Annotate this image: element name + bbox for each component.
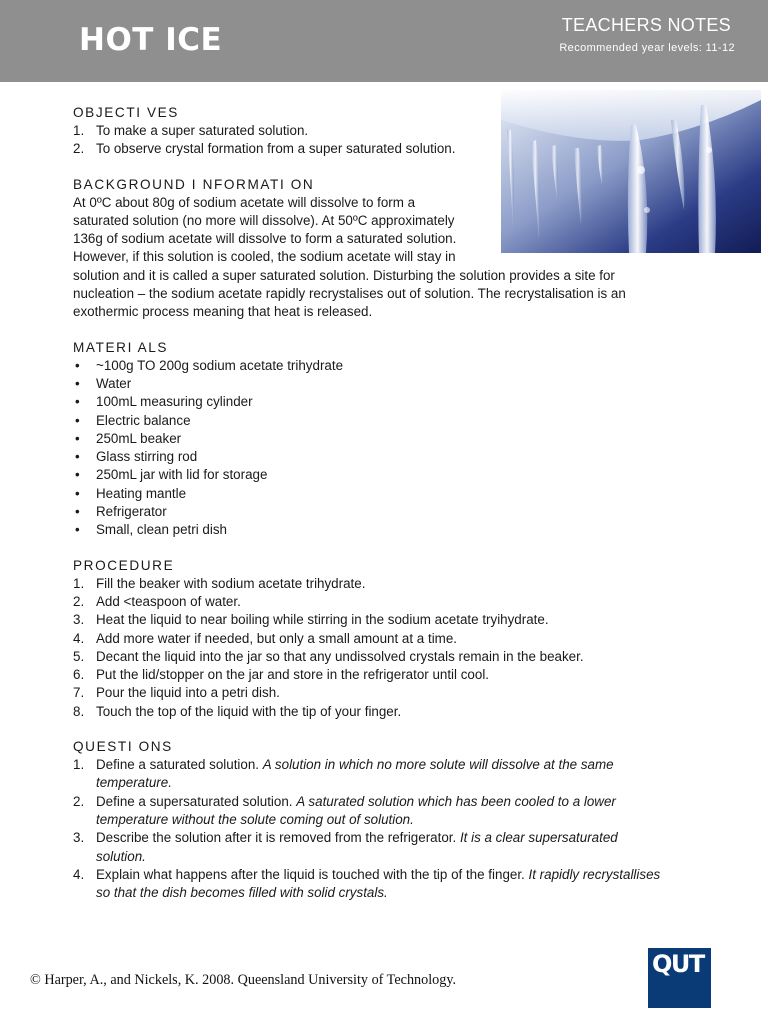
list-item: 8. Touch the top of the liquid with the tip of your finger.: [73, 703, 402, 719]
list-item: • Electric balance: [75, 412, 191, 428]
page-header: [0, 0, 768, 82]
materials-list: [73, 357, 693, 540]
list-item: • Heating mantle: [75, 485, 187, 501]
citation: © Harper, A., and Nickels, K. 2008. Queensland University of Technology.: [30, 972, 457, 988]
list-item: • Water: [75, 375, 132, 391]
background-heading: BACKGROUND I NFORMATI ON: [73, 176, 315, 192]
year-levels-label: Recommended year levels: 11-12: [559, 42, 735, 54]
list-item: 5. Decant the liquid into the jar so that any undissolved crystals remain in the beaker.: [73, 648, 584, 664]
list-item: 2. Define a supersaturated solution. A saturated solution which has been cooled to a lower temperature without the solute coming out of solution.: [73, 793, 616, 827]
list-item: 3. Heat the liquid to near boiling while stirring in the sodium acetate tryihydrate.: [73, 612, 549, 628]
list-item: • 100mL measuring cylinder: [75, 394, 253, 410]
procedure-heading: PROCEDURE: [73, 557, 175, 573]
list-item: 4. Explain what happens after the liquid is touched with the tip of the finger. It rapidly recrystallises so that the dish becomes filled with solid crystals.: [73, 866, 661, 901]
list-item: 7. Pour the liquid into a petri dish.: [73, 685, 280, 701]
questions-list: [73, 756, 693, 902]
teachers-notes-label: TEACHERS NOTES: [561, 15, 731, 35]
objectives-heading: OBJECTI VES: [73, 105, 179, 120]
list-item: 2. To observe crystal formation from a super saturated solution.: [73, 141, 456, 157]
list-item: • ~100g TO 200g sodium acetate trihydrate: [75, 357, 344, 373]
list-item: 6. Put the lid/stopper on the jar and store in the refrigerator until cool.: [73, 667, 490, 683]
list-item: 1. To make a super saturated solution.: [73, 123, 309, 138]
objectives-list: [73, 122, 693, 159]
list-item: 3. Describe the solution after it is removed from the refrigerator. It is a clear supersaturated solution.: [73, 830, 618, 864]
list-item: • 250mL jar with lid for storage: [75, 467, 268, 483]
qut-logo-icon: [648, 948, 711, 1008]
questions-heading: QUESTI ONS: [73, 739, 173, 755]
background-paragraph: At 0ºC about 80g of sodium acetate will dissolve to form a saturated solution (no more will dissolve). At 50ºC approximately 136g of sodium acetate will dissolve to form a saturated solution. However, if this solution is cooled, the sodium acetate will stay in solution and it is called a super saturated solution. Disturbing the solution provides a site for nucleation – the sodium acetate rapidly recrystalises out of solution. The recrystalisation is an exothermic process meaning that heat is released.: [73, 194, 626, 320]
list-item: 1. Fill the beaker with sodium acetate trihydrate.: [73, 575, 366, 591]
list-item: • Small, clean petri dish: [75, 522, 227, 538]
list-item: • Glass stirring rod: [75, 449, 198, 465]
list-item: 1. Define a saturated solution. A solution in which no more solute will dissolve at the same temperature.: [73, 757, 614, 791]
list-item: 2. Add <teaspoon of water.: [73, 593, 241, 609]
list-item: • 250mL beaker: [75, 430, 182, 446]
list-item: • Refrigerator: [75, 504, 167, 520]
page-title: HOT ICE: [79, 22, 223, 58]
materials-heading: MATERI ALS: [73, 339, 169, 355]
logo-text: QUT: [652, 950, 704, 978]
procedure-list: [73, 575, 693, 721]
list-item: 4. Add more water if needed, but only a small amount at a time.: [73, 630, 457, 646]
document-body: [73, 104, 693, 902]
